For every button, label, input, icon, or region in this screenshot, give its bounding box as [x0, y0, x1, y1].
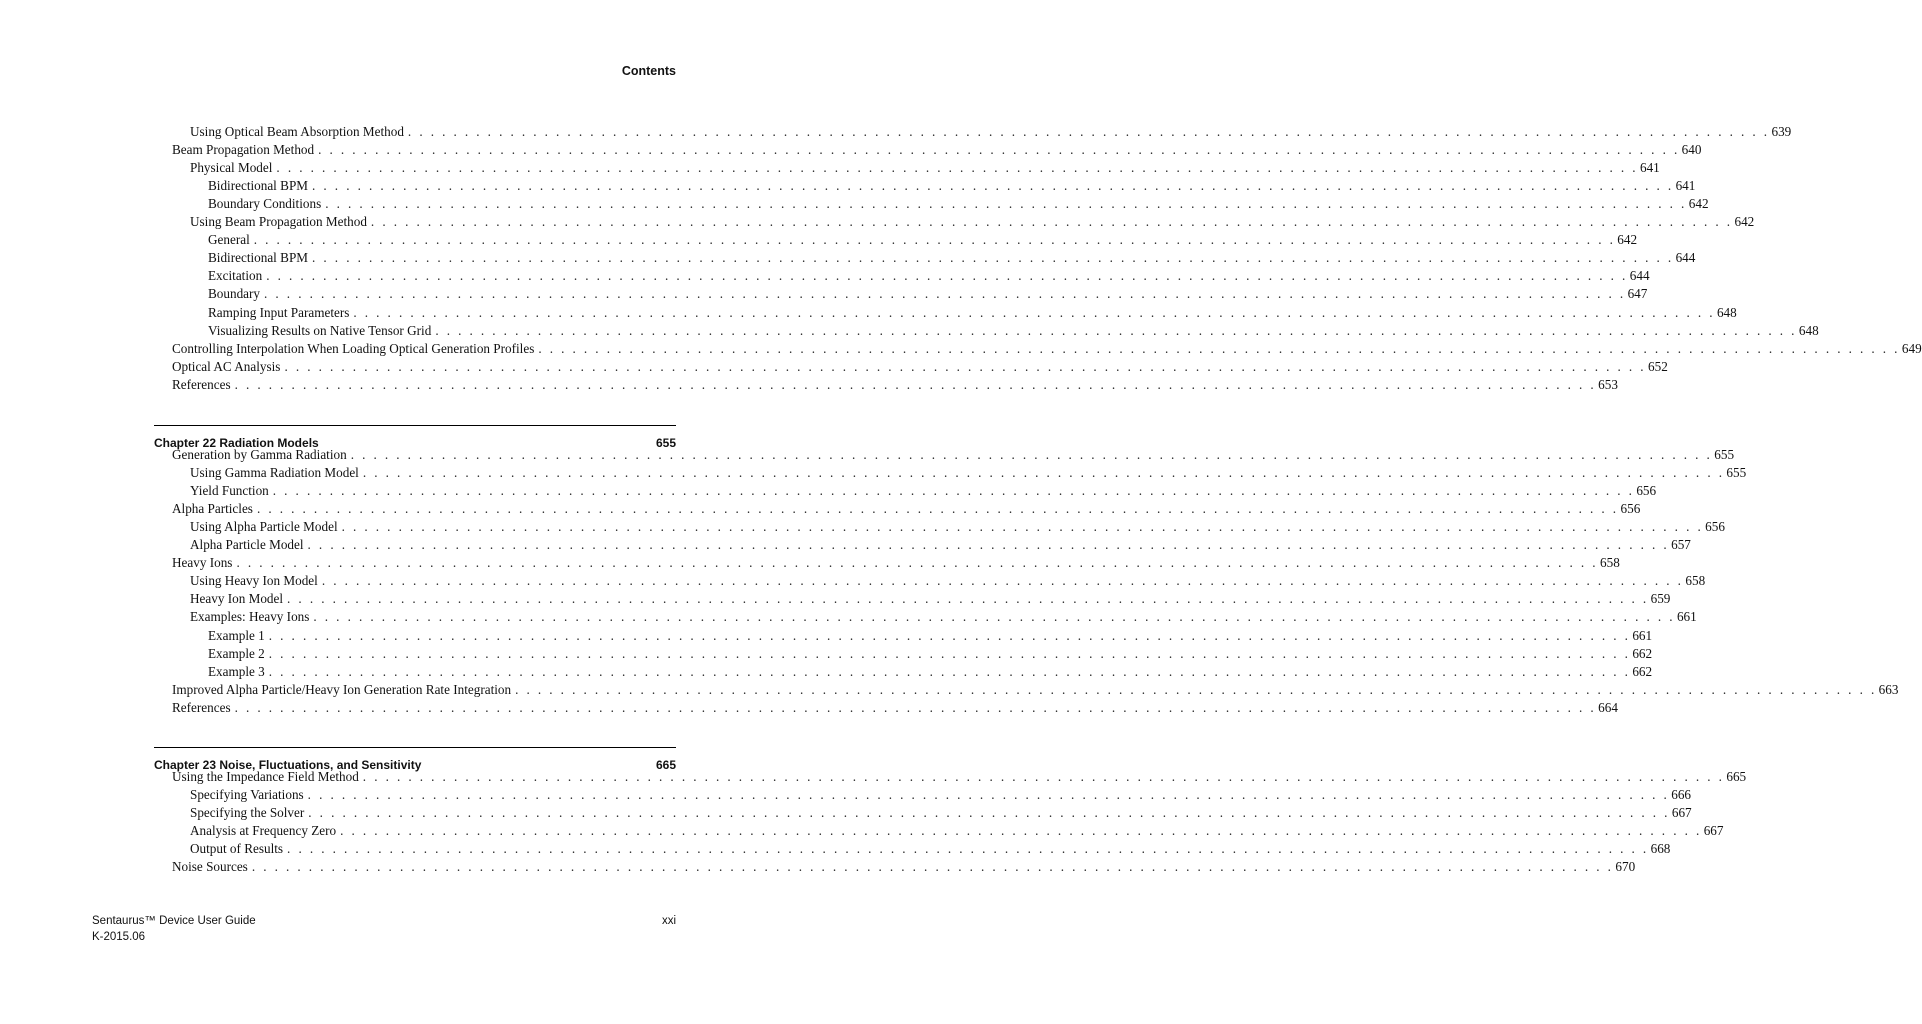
toc-entry[interactable] — [208, 249, 1696, 267]
dot-leader: . . . . . . . . . . . . . . . . . . . . . . . . . . . . . . . . . . . . . . . . . . . . . . . . . . . . . . . . . . . . . . . . . . . . . . . . . . . . . . . . . . . . . . . . . . . . . . . . . . . . . . . . . . . . . . . . . . . . . . . . — [268, 663, 1631, 679]
toc-entry[interactable] — [172, 681, 1899, 699]
toc-entry-title: Example 1 — [208, 627, 265, 643]
toc-entry-page-number: 639 — [1771, 124, 1792, 139]
toc-entry[interactable] — [172, 141, 1702, 159]
toc-entry[interactable] — [172, 768, 1747, 786]
footer-left — [92, 913, 256, 945]
toc-entry[interactable] — [190, 572, 1706, 590]
toc-entry-title: Bidirectional BPM — [208, 250, 309, 266]
toc-entry[interactable] — [190, 123, 1792, 141]
toc-entry-page-number: 668 — [1650, 841, 1671, 857]
toc-entry[interactable] — [208, 177, 1696, 195]
toc-entry-title: Using the Impedance Field Method — [172, 769, 359, 784]
toc-entry-title: Physical Model — [190, 160, 273, 176]
toc-entry-page-number: 649 — [1901, 340, 1922, 356]
footer-product: Sentaurus™ Device User Guide — [92, 915, 256, 927]
toc-entry-title: Heavy Ion Model — [190, 591, 284, 607]
toc-entry[interactable] — [190, 590, 1671, 608]
toc-entry-page-number: 656 — [1620, 501, 1641, 517]
dot-leader: . . . . . . . . . . . . . . . . . . . . . . . . . . . . . . . . . . . . . . . . . . . . . . . . . . . . . . . . . . . . . . . . . . . . . . . . . . . . . . . . . . . . . . . . . . . . . . . . . . . . . . . . . . . . . . . . . . . . . . . . — [234, 376, 1597, 392]
toc-entry-page-number: 667 — [1703, 823, 1724, 839]
dot-leader: . . . . . . . . . . . . . . . . . . . . . . . . . . . . . . . . . . . . . . . . . . . . . . . . . . . . . . . . . . . . . . . . . . . . . . . . . . . . . . . . . . . . . . . . . . . . . . . . . . . . . . . . . . . . . . . . . . . . . . . . — [256, 501, 1619, 517]
dot-leader: . . . . . . . . . . . . . . . . . . . . . . . . . . . . . . . . . . . . . . . . . . . . . . . . . . . . . . . . . . . . . . . . . . . . . . . . . . . . . . . . . . . . . . . . . . . . . . . . . . . . . . . . . . . . . . . . . . . . . . . . — [268, 645, 1631, 661]
toc-entry-title: Alpha Particle Model — [190, 537, 304, 553]
toc-entry-page-number: 666 — [1671, 787, 1692, 803]
toc-entry-page-number: 656 — [1705, 519, 1725, 535]
dot-leader: . . . . . . . . . . . . . . . . . . . . . . . . . . . . . . . . . . . . . . . . . . . . . . . . . . . . . . . . . . . . . . . . . . . . . . . . . . . . . . . . . . . . . . . . . . . . . . . . . . . . . . . . . . . . . . . . . . . . . . . . — [435, 322, 1797, 338]
toc-entry-page-number: 652 — [1648, 358, 1668, 374]
dot-leader: . . . . . . . . . . . . . . . . . . . . . . . . . . . . . . . . . . . . . . . . . . . . . . . . . . . . . . . . . . . . . . . . . . . . . . . . . . . . . . . . . . . . . . . . . . . . . . . . . . . . . . . . . . . . . . . . . . . . . . . . — [287, 591, 1649, 607]
dot-leader: . . . . . . . . . . . . . . . . . . . . . . . . . . . . . . . . . . . . . . . . . . . . . . . . . . . . . . . . . . . . . . . . . . . . . . . . . . . . . . . . . . . . . . . . . . . . . . . . . . . . . . . . . . . . . . . . . . . . . . . . — [312, 250, 1674, 266]
dot-leader: . . . . . . . . . . . . . . . . . . . . . . . . . . . . . . . . . . . . . . . . . . . . . . . . . . . . . . . . . . . . . . . . . . . . . . . . . . . . . . . . . . . . . . . . . . . . . . . . . . . . . . . . . . . . . . . . . . . . . . . . — [350, 447, 1713, 462]
dot-leader: . . . . . . . . . . . . . . . . . . . . . . . . . . . . . . . . . . . . . . . . . . . . . . . . . . . . . . . . . . . . . . . . . . . . . . . . . . . . . . . . . . . . . . . . . . . . . . . . . . . . . . . . . . . . . . . . . . . . . . . . — [268, 627, 1631, 643]
toc-entry[interactable] — [190, 840, 1671, 858]
page-footer — [92, 913, 676, 945]
toc-entry-page-number: 642 — [1734, 214, 1755, 230]
toc-entry-page-number: 641 — [1639, 160, 1660, 176]
toc-entry[interactable] — [190, 482, 1657, 500]
toc-entry[interactable] — [208, 195, 1709, 213]
toc-entry-title: Controlling Interpolation When Loading Optical Generation Profiles — [172, 340, 535, 356]
dot-leader: . . . . . . . . . . . . . . . . . . . . . . . . . . . . . . . . . . . . . . . . . . . . . . . . . . . . . . . . . . . . . . . . . . . . . . . . . . . . . . . . . . . . . . . . . . . . . . . . . . . . . . . . . . . . . . . . . . . . . . . . — [341, 519, 1704, 535]
toc-entry-page-number: 641 — [1675, 178, 1696, 194]
toc-entry[interactable] — [172, 446, 1735, 464]
toc-entry[interactable] — [208, 322, 1819, 340]
toc-entry-page-number: 662 — [1632, 663, 1653, 679]
toc-entry-title: Boundary Conditions — [208, 196, 322, 212]
toc-entry[interactable] — [208, 285, 1648, 303]
toc-entry-page-number: 644 — [1675, 250, 1696, 266]
dot-leader: . . . . . . . . . . . . . . . . . . . . . . . . . . . . . . . . . . . . . . . . . . . . . . . . . . . . . . . . . . . . . . . . . . . . . . . . . . . . . . . . . . . . . . . . . . . . . . . . . . . . . . . . . . . . . . . . . . . . . . . . — [353, 304, 1715, 320]
toc-entry-page-number: 656 — [1636, 483, 1657, 499]
toc-entry-title: Ramping Input Parameters — [208, 304, 350, 320]
dot-leader: . . . . . . . . . . . . . . . . . . . . . . . . . . . . . . . . . . . . . . . . . . . . . . . . . . . . . . . . . . . . . . . . . . . . . . . . . . . . . . . . . . . . . . . . . . . . . . . . . . . . . . . . . . . . . . . . . . . . . . . . — [515, 681, 1877, 697]
toc-entry-page-number: 662 — [1632, 645, 1653, 661]
toc-entry[interactable] — [190, 786, 1692, 804]
dot-leader: . . . . . . . . . . . . . . . . . . . . . . . . . . . . . . . . . . . . . . . . . . . . . . . . . . . . . . . . . . . . . . . . . . . . . . . . . . . . . . . . . . . . . . . . . . . . . . . . . . . . . . . . . . . . . . . . . . . . . . . . — [272, 483, 1635, 499]
toc-entry-page-number: 665 — [1726, 769, 1747, 784]
toc-entry-title: Output of Results — [190, 841, 284, 857]
toc-entry-page-number: 657 — [1671, 537, 1691, 553]
dot-leader: . . . . . . . . . . . . . . . . . . . . . . . . . . . . . . . . . . . . . . . . . . . . . . . . . . . . . . . . . . . . . . . . . . . . . . . . . . . . . . . . . . . . . . . . . . . . . . . . . . . . . . . . . . . . . . . . . . . . . . . . — [253, 232, 1616, 248]
dot-leader: . . . . . . . . . . . . . . . . . . . . . . . . . . . . . . . . . . . . . . . . . . . . . . . . . . . . . . . . . . . . . . . . . . . . . . . . . . . . . . . . . . . . . . . . . . . . . . . . . . . . . . . . . . . . . . . . . . . . . . . . — [236, 555, 1598, 571]
toc-entry[interactable] — [208, 304, 1737, 322]
toc-entry-title: References — [172, 699, 231, 715]
toc-entry-page-number: 670 — [1615, 859, 1636, 875]
toc-entry[interactable] — [190, 804, 1692, 822]
dot-leader: . . . . . . . . . . . . . . . . . . . . . . . . . . . . . . . . . . . . . . . . . . . . . . . . . . . . . . . . . . . . . . . . . . . . . . . . . . . . . . . . . . . . . . . . . . . . . . . . . . . . . . . . . . . . . . . . . . . . . . . . — [234, 699, 1597, 715]
chapter-page-number: 655 — [655, 436, 676, 450]
toc-entry-page-number: 642 — [1688, 196, 1709, 212]
toc-entry-page-number: 663 — [1878, 681, 1899, 697]
toc-entry-page-number: 655 — [1726, 465, 1747, 481]
toc-entry-page-number: 667 — [1671, 805, 1692, 821]
toc-entry[interactable] — [172, 376, 1618, 394]
toc-entry[interactable] — [208, 663, 1653, 681]
toc-entry-page-number: 648 — [1798, 322, 1819, 338]
chapter-title: Chapter 22 Radiation Models — [154, 436, 319, 450]
dot-leader: . . . . . . . . . . . . . . . . . . . . . . . . . . . . . . . . . . . . . . . . . . . . . . . . . . . . . . . . . . . . . . . . . . . . . . . . . . . . . . . . . . . . . . . . . . . . . . . . . . . . . . . . . . . . . . . . . . . . . . . . — [276, 160, 1638, 176]
dot-leader: . . . . . . . . . . . . . . . . . . . . . . . . . . . . . . . . . . . . . . . . . . . . . . . . . . . . . . . . . . . . . . . . . . . . . . . . . . . . . . . . . . . . . . . . . . . . . . . . . . . . . . . . . . . . . . . . . . . . . . . . — [312, 178, 1674, 194]
toc-entry-page-number: 659 — [1650, 591, 1671, 607]
dot-leader: . . . . . . . . . . . . . . . . . . . . . . . . . . . . . . . . . . . . . . . . . . . . . . . . . . . . . . . . . . . . . . . . . . . . . . . . . . . . . . . . . . . . . . . . . . . . . . . . . . . . . . . . . . . . . . . . . . . . . . . . — [318, 142, 1680, 158]
dot-leader: . . . . . . . . . . . . . . . . . . . . . . . . . . . . . . . . . . . . . . . . . . . . . . . . . . . . . . . . . . . . . . . . . . . . . . . . . . . . . . . . . . . . . . . . . . . . . . . . . . . . . . . . . . . . . . . . . . . . . . . . — [308, 805, 1670, 821]
toc-entry-title: Example 3 — [208, 663, 265, 679]
toc-entry-title: Excitation — [208, 268, 263, 284]
chapter-title: Chapter 23 Noise, Fluctuations, and Sensitivity — [154, 758, 422, 772]
toc-entry[interactable] — [190, 608, 1697, 626]
toc-entry[interactable] — [208, 231, 1638, 249]
toc-entry-page-number: 644 — [1629, 268, 1650, 284]
toc-entry[interactable] — [190, 518, 1725, 536]
toc-entry-page-number: 661 — [1632, 627, 1653, 643]
toc-entry-title: Bidirectional BPM — [208, 178, 309, 194]
toc-entry-title: Using Alpha Particle Model — [190, 519, 338, 535]
toc-entry-page-number: 655 — [1714, 447, 1735, 462]
toc-entry-title: Generation by Gamma Radiation — [172, 447, 347, 462]
toc-entry-title: Beam Propagation Method — [172, 142, 315, 158]
toc-entry-page-number: 648 — [1716, 304, 1737, 320]
dot-leader: . . . . . . . . . . . . . . . . . . . . . . . . . . . . . . . . . . . . . . . . . . . . . . . . . . . . . . . . . . . . . . . . . . . . . . . . . . . . . . . . . . . . . . . . . . . . . . . . . . . . . . . . . . . . . . . . . . . . . . . . — [325, 196, 1687, 212]
dot-leader: . . . . . . . . . . . . . . . . . . . . . . . . . . . . . . . . . . . . . . . . . . . . . . . . . . . . . . . . . . . . . . . . . . . . . . . . . . . . . . . . . . . . . . . . . . . . . . . . . . . . . . . . . . . . . . . . . . . . . . . . — [407, 124, 1770, 139]
toc-entry-title: Improved Alpha Particle/Heavy Ion Generation Rate Integration — [172, 681, 512, 697]
dot-leader: . . . . . . . . . . . . . . . . . . . . . . . . . . . . . . . . . . . . . . . . . . . . . . . . . . . . . . . . . . . . . . . . . . . . . . . . . . . . . . . . . . . . . . . . . . . . . . . . . . . . . . . . . . . . . . . . . . . . . . . . — [313, 609, 1675, 625]
toc-entry[interactable] — [172, 699, 1618, 717]
toc-entry-page-number: 653 — [1598, 376, 1618, 392]
toc-entry-title: Specifying Variations — [190, 787, 304, 803]
dot-leader: . . . . . . . . . . . . . . . . . . . . . . . . . . . . . . . . . . . . . . . . . . . . . . . . . . . . . . . . . . . . . . . . . . . . . . . . . . . . . . . . . . . . . . . . . . . . . . . . . . . . . . . . . . . . . . . . . . . . . . . . — [538, 340, 1900, 356]
toc-entry-page-number: 647 — [1627, 286, 1648, 302]
toc-entry[interactable] — [190, 464, 1747, 482]
toc-entry-title: Boundary — [208, 286, 261, 302]
toc-entry[interactable] — [172, 340, 1922, 358]
toc-entry-title: Heavy Ions — [172, 555, 233, 571]
toc-entry-title: Specifying the Solver — [190, 805, 305, 821]
toc-entry-title: Noise Sources — [172, 859, 248, 875]
toc-entry-title: Using Gamma Radiation Model — [190, 465, 359, 481]
chapter-page-number: 665 — [655, 758, 676, 772]
footer-version: K-2015.06 — [92, 931, 146, 943]
toc-entry-title: Example 2 — [208, 645, 265, 661]
toc-entry[interactable] — [190, 536, 1691, 554]
footer-page-number: xxi — [661, 915, 676, 927]
dot-leader: . . . . . . . . . . . . . . . . . . . . . . . . . . . . . . . . . . . . . . . . . . . . . . . . . . . . . . . . . . . . . . . . . . . . . . . . . . . . . . . . . . . . . . . . . . . . . . . . . . . . . . . . . . . . . . . . . . . . . . . . — [266, 268, 1628, 284]
toc-entry-page-number: 664 — [1598, 699, 1618, 715]
toc-entry-title: Analysis at Frequency Zero — [190, 823, 337, 839]
toc-entry-page-number: 640 — [1681, 142, 1702, 158]
dot-leader: . . . . . . . . . . . . . . . . . . . . . . . . . . . . . . . . . . . . . . . . . . . . . . . . . . . . . . . . . . . . . . . . . . . . . . . . . . . . . . . . . . . . . . . . . . . . . . . . . . . . . . . . . . . . . . . . . . . . . . . . — [307, 787, 1670, 803]
toc-entry[interactable] — [208, 267, 1650, 285]
dot-leader: . . . . . . . . . . . . . . . . . . . . . . . . . . . . . . . . . . . . . . . . . . . . . . . . . . . . . . . . . . . . . . . . . . . . . . . . . . . . . . . . . . . . . . . . . . . . . . . . . . . . . . . . . . . . . . . . . . . . . . . . — [362, 465, 1725, 481]
toc-entry-title: Optical AC Analysis — [172, 358, 281, 374]
dot-leader: . . . . . . . . . . . . . . . . . . . . . . . . . . . . . . . . . . . . . . . . . . . . . . . . . . . . . . . . . . . . . . . . . . . . . . . . . . . . . . . . . . . . . . . . . . . . . . . . . . . . . . . . . . . . . . . . . . . . . . . . — [340, 823, 1702, 839]
dot-leader: . . . . . . . . . . . . . . . . . . . . . . . . . . . . . . . . . . . . . . . . . . . . . . . . . . . . . . . . . . . . . . . . . . . . . . . . . . . . . . . . . . . . . . . . . . . . . . . . . . . . . . . . . . . . . . . . . . . . . . . . — [321, 573, 1684, 589]
dot-leader: . . . . . . . . . . . . . . . . . . . . . . . . . . . . . . . . . . . . . . . . . . . . . . . . . . . . . . . . . . . . . . . . . . . . . . . . . . . . . . . . . . . . . . . . . . . . . . . . . . . . . . . . . . . . . . . . . . . . . . . . — [287, 841, 1649, 857]
toc-entry[interactable] — [208, 627, 1653, 645]
toc-entry[interactable] — [172, 858, 1636, 876]
toc-entry[interactable] — [172, 554, 1620, 572]
toc-entry-page-number: 642 — [1617, 232, 1638, 248]
toc-entry[interactable] — [208, 645, 1653, 663]
dot-leader: . . . . . . . . . . . . . . . . . . . . . . . . . . . . . . . . . . . . . . . . . . . . . . . . . . . . . . . . . . . . . . . . . . . . . . . . . . . . . . . . . . . . . . . . . . . . . . . . . . . . . . . . . . . . . . . . . . . . . . . . — [307, 537, 1670, 553]
toc-entry[interactable] — [190, 159, 1660, 177]
toc-entry-title: Visualizing Results on Native Tensor Grid — [208, 322, 432, 338]
toc-entry-title: Yield Function — [190, 483, 269, 499]
toc-entry-title: Examples: Heavy Ions — [190, 609, 310, 625]
toc-entry-title: References — [172, 376, 231, 392]
toc-entry-title: Using Beam Propagation Method — [190, 214, 367, 230]
dot-leader: . . . . . . . . . . . . . . . . . . . . . . . . . . . . . . . . . . . . . . . . . . . . . . . . . . . . . . . . . . . . . . . . . . . . . . . . . . . . . . . . . . . . . . . . . . . . . . . . . . . . . . . . . . . . . . . . . . . . . . . . — [264, 286, 1626, 302]
toc-entry[interactable] — [190, 822, 1724, 840]
toc-entry-title: General — [208, 232, 250, 248]
dot-leader: . . . . . . . . . . . . . . . . . . . . . . . . . . . . . . . . . . . . . . . . . . . . . . . . . . . . . . . . . . . . . . . . . . . . . . . . . . . . . . . . . . . . . . . . . . . . . . . . . . . . . . . . . . . . . . . . . . . . . . . . — [251, 859, 1614, 875]
toc-entry[interactable] — [172, 358, 1668, 376]
toc-entry-page-number: 658 — [1685, 573, 1706, 589]
toc-entry-title: Alpha Particles — [172, 501, 253, 517]
dot-leader: . . . . . . . . . . . . . . . . . . . . . . . . . . . . . . . . . . . . . . . . . . . . . . . . . . . . . . . . . . . . . . . . . . . . . . . . . . . . . . . . . . . . . . . . . . . . . . . . . . . . . . . . . . . . . . . . . . . . . . . . — [284, 358, 1646, 374]
toc-entry[interactable] — [172, 500, 1641, 518]
toc-entry-page-number: 658 — [1600, 555, 1620, 571]
running-header: Contents — [621, 64, 676, 78]
toc-entry[interactable] — [190, 213, 1755, 231]
toc-entry-page-number: 661 — [1676, 609, 1697, 625]
toc-entry-title: Using Optical Beam Absorption Method — [190, 124, 404, 139]
dot-leader: . . . . . . . . . . . . . . . . . . . . . . . . . . . . . . . . . . . . . . . . . . . . . . . . . . . . . . . . . . . . . . . . . . . . . . . . . . . . . . . . . . . . . . . . . . . . . . . . . . . . . . . . . . . . . . . . . . . . . . . . — [362, 769, 1725, 784]
toc-entry-title: Using Heavy Ion Model — [190, 573, 318, 589]
dot-leader: . . . . . . . . . . . . . . . . . . . . . . . . . . . . . . . . . . . . . . . . . . . . . . . . . . . . . . . . . . . . . . . . . . . . . . . . . . . . . . . . . . . . . . . . . . . . . . . . . . . . . . . . . . . . . . . . . . . . . . . . — [370, 214, 1733, 230]
